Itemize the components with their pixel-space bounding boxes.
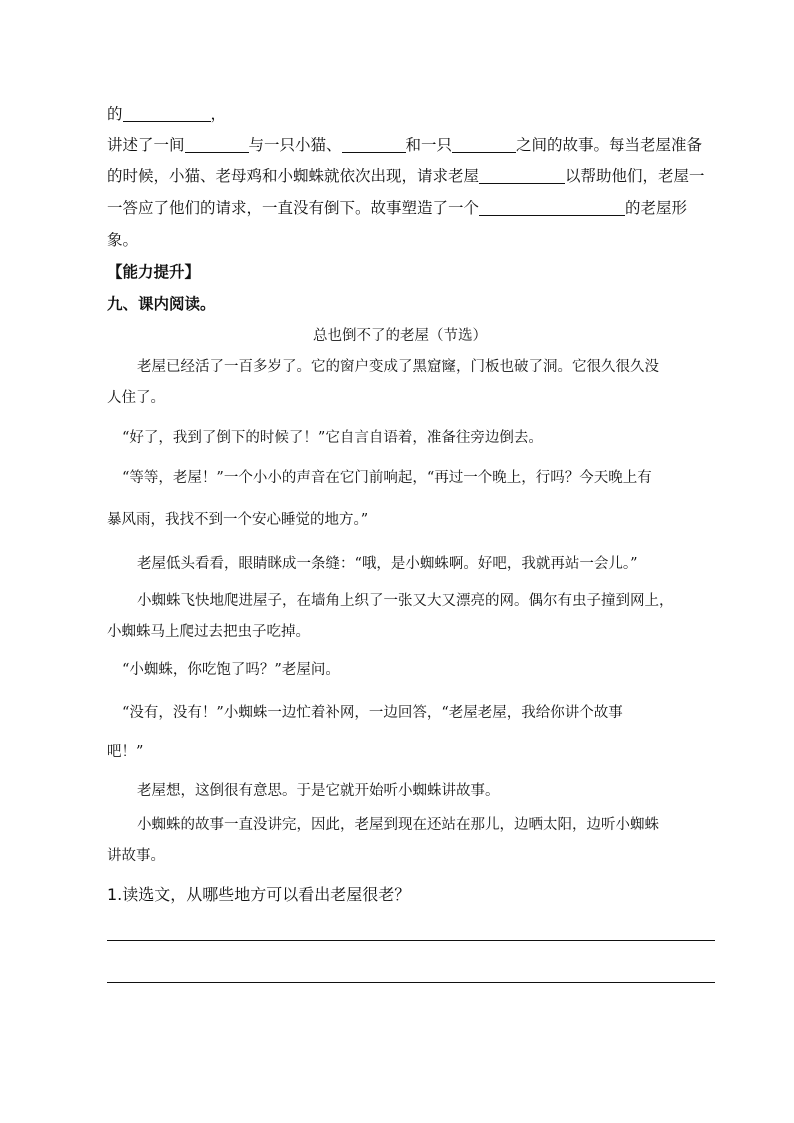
paragraph-3-line-1: “等等，老屋！”一个小小的声音在它门前响起，“再过一个晚上，行吗？今天晚上有 (122, 470, 652, 486)
paragraph-9-line-2: 讲故事。 (107, 848, 165, 864)
paragraph-5-line-1: 小蜘蛛飞快地爬进屋子，在墙角上织了一张又大又漂亮的网。偶尔有虫子撞到网上， (137, 593, 674, 609)
text: 以帮助他们，老屋一 (565, 167, 705, 185)
paragraph-1-line-1: 老屋已经活了一百多岁了。它的窗户变成了黑窟窿，门板也破了洞。它很久很久没 (137, 359, 659, 375)
paragraph-2: “好了，我到了倒下的时候了！”它自言自语着，准备往旁边倒去。 (122, 430, 543, 446)
answer-blank[interactable] (452, 137, 516, 153)
answer-blank[interactable] (342, 137, 406, 153)
paragraph-1-line-2: 人住了。 (107, 390, 165, 406)
summary-line-4 (107, 198, 687, 218)
answer-blank[interactable] (479, 200, 625, 216)
summary-line-3 (107, 166, 705, 186)
answer-blank[interactable] (479, 168, 565, 184)
answer-blank[interactable] (185, 137, 249, 153)
answer-line-2[interactable] (107, 982, 715, 983)
passage-title: 总也倒不了的老屋（节选） (313, 328, 487, 344)
text: 和一只 (405, 136, 453, 154)
section-heading: 九、课内阅读。 (107, 295, 216, 313)
answer-line-1[interactable] (107, 940, 715, 941)
text: 讲述了一间 (107, 136, 185, 154)
summary-line-5: 象。 (107, 231, 139, 249)
paragraph-7-line-1: “没有，没有！”小蜘蛛一边忙着补网，一边回答，“老屋老屋，我给你讲个故事 (122, 705, 623, 721)
question-1: 1.读选文，从哪些地方可以看出老屋很老？ (107, 885, 411, 904)
paragraph-5-line-2: 小蜘蛛马上爬过去把虫子吃掉。 (107, 624, 310, 640)
answer-blank[interactable] (123, 106, 211, 122)
paragraph-7-line-2: 吧！” (107, 744, 144, 760)
text: 的时候，小猫、老母鸡和小蜘蛛就依次出现，请求老屋 (107, 167, 480, 185)
paragraph-6: “小蜘蛛，你吃饱了吗？”老屋问。 (122, 662, 340, 678)
paragraph-4: 老屋低头看看，眼睛眯成一条缝：“哦，是小蜘蛛啊。好吧，我就再站一会儿。” (137, 556, 638, 572)
paragraph-8: 老屋想，这倒很有意思。于是它就开始听小蜘蛛讲故事。 (137, 783, 500, 799)
text: 的老屋形 (625, 199, 688, 217)
paragraph-3-line-2: 暴风雨，我找不到一个安心睡觉的地方。” (107, 512, 369, 528)
section-tag: 【能力提升】 (107, 263, 201, 281)
text: 与一只小猫、 (248, 136, 342, 154)
text: ， (210, 105, 227, 123)
text: 的 (107, 105, 123, 123)
paragraph-9-line-1: 小蜘蛛的故事一直没讲完，因此，老屋到现在还站在那儿，边晒太阳，边听小蜘蛛 (137, 817, 659, 833)
summary-line-2 (107, 135, 702, 155)
text: 一答应了他们的请求，一直没有倒下。故事塑造了一个 (107, 199, 480, 217)
summary-line-1 (107, 104, 226, 124)
text: 之间的故事。每当老屋准备 (516, 136, 703, 154)
